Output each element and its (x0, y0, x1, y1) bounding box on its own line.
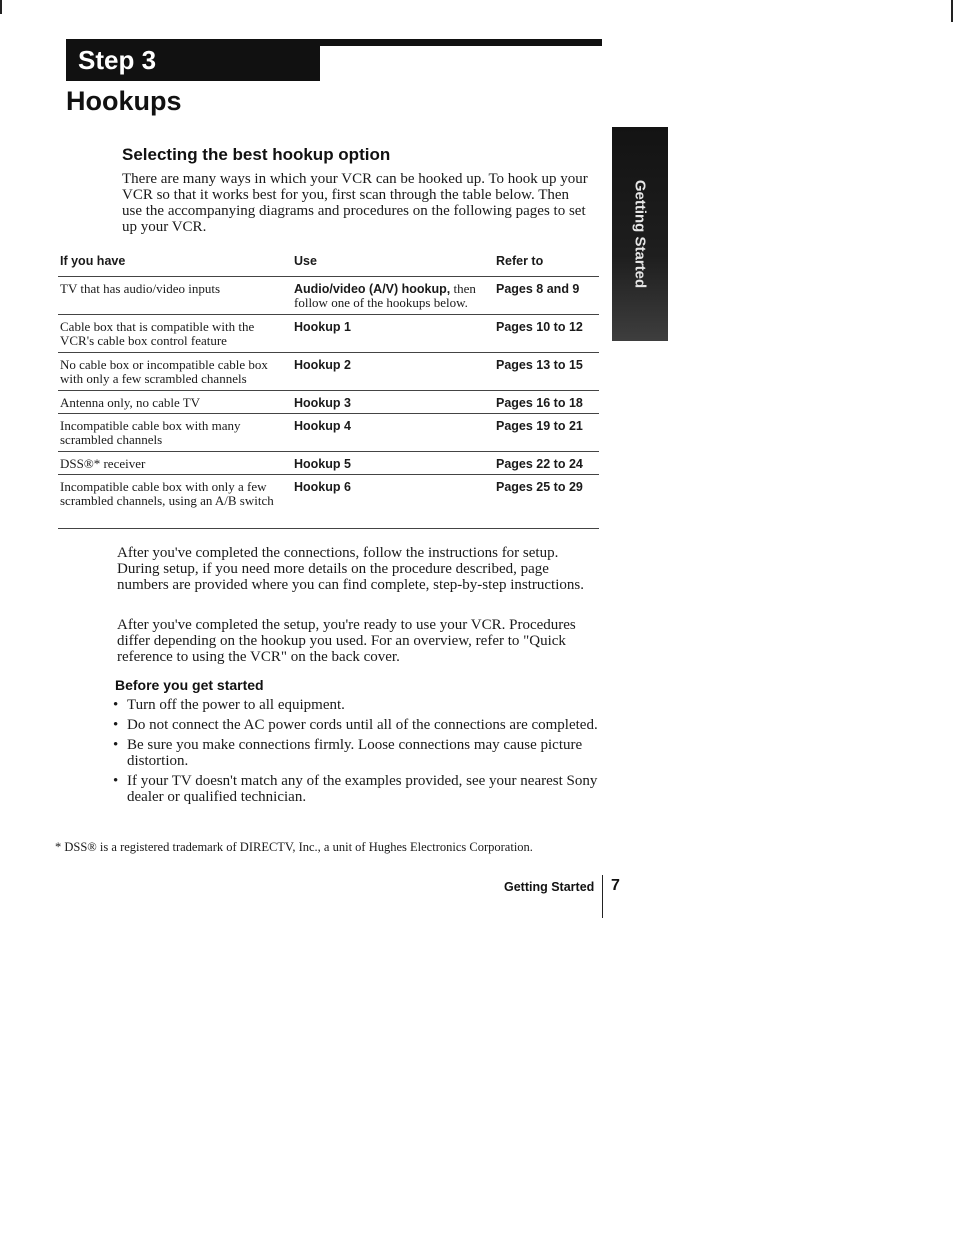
table-row (58, 352, 599, 390)
cell-have: TV that has audio/video inputs (60, 281, 221, 296)
list-item-text: Turn off the power to all equipment. (127, 697, 345, 713)
column-header-have: If you have (60, 254, 126, 268)
cell-have: Cable box that is compatible with the VCR's cable box control feature (60, 319, 255, 348)
cell-use (294, 419, 490, 433)
bullet-icon: • (113, 697, 119, 713)
cell-use-bold: Hookup 2 (294, 358, 351, 372)
cell-use-bold: Hookup 4 (294, 419, 351, 433)
cell-refer: Pages 16 to 18 (496, 396, 583, 410)
list-item (113, 737, 603, 769)
cell-have: No cable box or incompatible cable box with only a few scrambled channels (60, 357, 268, 386)
cell-refer: Pages 19 to 21 (496, 419, 583, 433)
intro-paragraph: There are many ways in which your VCR can be hooked up. To hook up your VCR so that it works best for you, first scan through the table below. Then use the accompanying diagrams and procedures on the following pages to set up your VCR. (122, 171, 588, 235)
cell-have: DSS®* receiver (60, 456, 146, 471)
cell-use-bold: Audio/video (A/V) hookup, (294, 282, 451, 296)
table-row (58, 474, 599, 529)
usage-paragraph: After you've completed the setup, you're ready to use your VCR. Procedures differ depending on the hookup you used. For an overview, refer to "Quick reference to using the VCR" on the back cover. (117, 617, 576, 665)
section-heading: Selecting the best hookup option (122, 145, 391, 164)
cell-have: Antenna only, no cable TV (60, 395, 201, 410)
list-item (113, 697, 603, 713)
column-header-refer: Refer to (496, 254, 544, 268)
cell-refer: Pages 10 to 12 (496, 320, 583, 334)
bullet-icon: • (113, 773, 119, 789)
scan-edge-mark (0, 0, 2, 14)
cell-use-bold: Hookup 5 (294, 457, 351, 471)
cell-have: Incompatible cable box with many scrambled channels (60, 418, 241, 447)
cell-use-bold: Hookup 1 (294, 320, 351, 334)
cell-use-rest: then follow one of the hookups below. (294, 281, 476, 310)
table-row (58, 314, 599, 352)
scan-edge-mark (951, 0, 953, 22)
cell-refer: Pages 25 to 29 (496, 480, 583, 494)
cell-refer: Pages 13 to 15 (496, 358, 583, 372)
cell-use (294, 457, 490, 471)
before-heading: Before you get started (115, 677, 264, 693)
side-tab (612, 127, 668, 341)
hookup-table (58, 252, 599, 529)
page-number: 7 (611, 877, 620, 894)
table-row (58, 413, 599, 451)
before-list (113, 697, 603, 809)
cell-have: Incompatible cable box with only a few scrambled channels, using an A/B switch (60, 479, 274, 508)
table-row (58, 276, 599, 314)
step-label: Step 3 (66, 39, 320, 81)
list-item (113, 717, 603, 733)
cell-use-bold: Hookup 6 (294, 480, 351, 494)
cell-use (294, 480, 490, 494)
cell-use-bold: Hookup 3 (294, 396, 351, 410)
page-title: Hookups (66, 86, 182, 116)
list-item (113, 773, 603, 805)
cell-refer: Pages 22 to 24 (496, 457, 583, 471)
cell-use (294, 358, 490, 372)
cell-use (294, 320, 490, 334)
list-item-text: Do not connect the AC power cords until all of the connections are completed. (127, 717, 598, 733)
bullet-icon: • (113, 717, 119, 733)
footer-divider (602, 875, 603, 918)
setup-paragraph: After you've completed the connections, follow the instructions for setup. During setup, if you need more details on the procedure described, page numbers are provided where you can find complete, step-by-step instructions. (117, 545, 584, 593)
column-header-use: Use (294, 254, 317, 268)
list-item-text: Be sure you make connections firmly. Loose connections may cause picture distortion. (127, 737, 583, 769)
cell-refer: Pages 8 and 9 (496, 282, 580, 296)
footer-section-label: Getting Started (504, 880, 595, 894)
table-header-row (58, 252, 599, 276)
bullet-icon: • (113, 737, 119, 753)
footnote: * DSS® is a registered trademark of DIRECTV, Inc., a unit of Hughes Electronics Corporation. (55, 840, 533, 854)
cell-use (294, 396, 490, 410)
side-tab-label: Getting Started (631, 179, 649, 289)
table-row (58, 390, 599, 413)
table-row (58, 451, 599, 474)
cell-use (294, 282, 490, 310)
list-item-text: If your TV doesn't match any of the examples provided, see your nearest Sony dealer or qualified technician. (127, 773, 598, 805)
